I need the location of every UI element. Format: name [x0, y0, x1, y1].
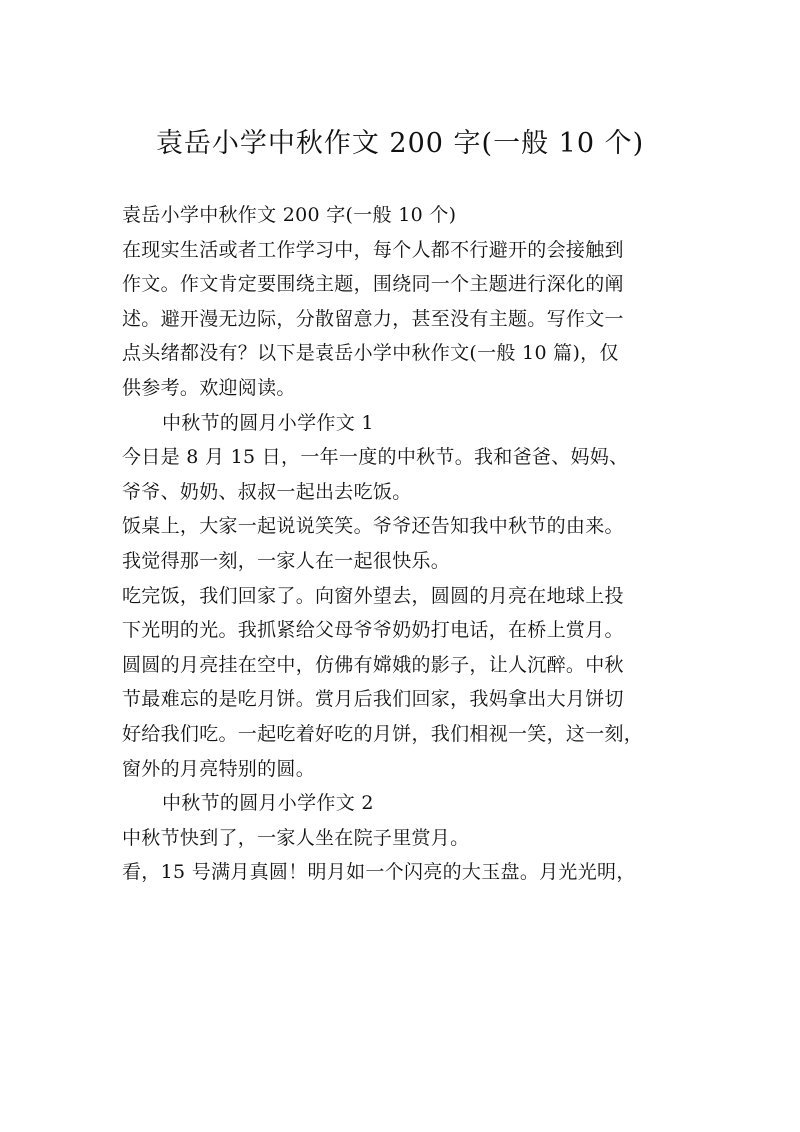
- paragraph-line: 作文。作文肯定要围绕主题，围绕同一个主题进行深化的阐: [122, 273, 624, 296]
- paragraph-line: 节最难忘的是吃月饼。赏月后我们回家，我妈拿出大月饼切: [122, 688, 624, 711]
- paragraph-line: 供参考。欢迎阅读。: [122, 376, 296, 399]
- paragraph-line: 中秋节快到了，一家人坐在院子里赏月。: [122, 826, 470, 849]
- paragraph-line: 好给我们吃。一起吃着好吃的月饼，我们相视一笑，这一刻，: [122, 722, 644, 745]
- paragraph-line: 吃完饭，我们回家了。向窗外望去，圆圆的月亮在地球上投: [122, 584, 624, 607]
- paragraph-line: 在现实生活或者工作学习中，每个人都不行避开的会接触到: [122, 238, 624, 261]
- subtitle-line: 袁岳小学中秋作文 200 字(一般 10 个): [122, 204, 457, 226]
- paragraph-line: 看，15 号满月真圆！明月如一个闪亮的大玉盘。月光光明，: [122, 861, 636, 884]
- paragraph-line: 窗外的月亮特别的圆。: [122, 757, 316, 780]
- paragraph-line: 圆圆的月亮挂在空中，仿佛有嫦娥的影子，让人沉醉。中秋: [122, 653, 624, 676]
- paragraph-line: 点头绪都没有？以下是袁岳小学中秋作文(一般 10 篇)，仅: [122, 342, 619, 365]
- section-heading-2: 中秋节的圆月小学作文 2: [162, 792, 374, 815]
- section-heading-1: 中秋节的圆月小学作文 1: [162, 411, 374, 434]
- paragraph-line: 下光明的光。我抓紧给父母爷爷奶奶打电话，在桥上赏月。: [122, 619, 624, 642]
- document-body: [122, 198, 682, 890]
- paragraph-line: 我觉得那一刻，一家人在一起很快乐。: [122, 549, 451, 572]
- paragraph-line: 饭桌上，大家一起说说笑笑。爷爷还告知我中秋节的由来。: [122, 515, 624, 538]
- paragraph-line: 述。避开漫无边际，分散留意力，甚至没有主题。写作文一: [122, 307, 624, 330]
- paragraph-line: 爷爷、奶奶、叔叔一起出去吃饭。: [122, 480, 412, 503]
- paragraph-line: 今日是 8 月 15 日，一年一度的中秋节。我和爸爸、妈妈、: [122, 446, 629, 469]
- document-title: 袁岳小学中秋作文 200 字(一般 10 个): [155, 128, 645, 159]
